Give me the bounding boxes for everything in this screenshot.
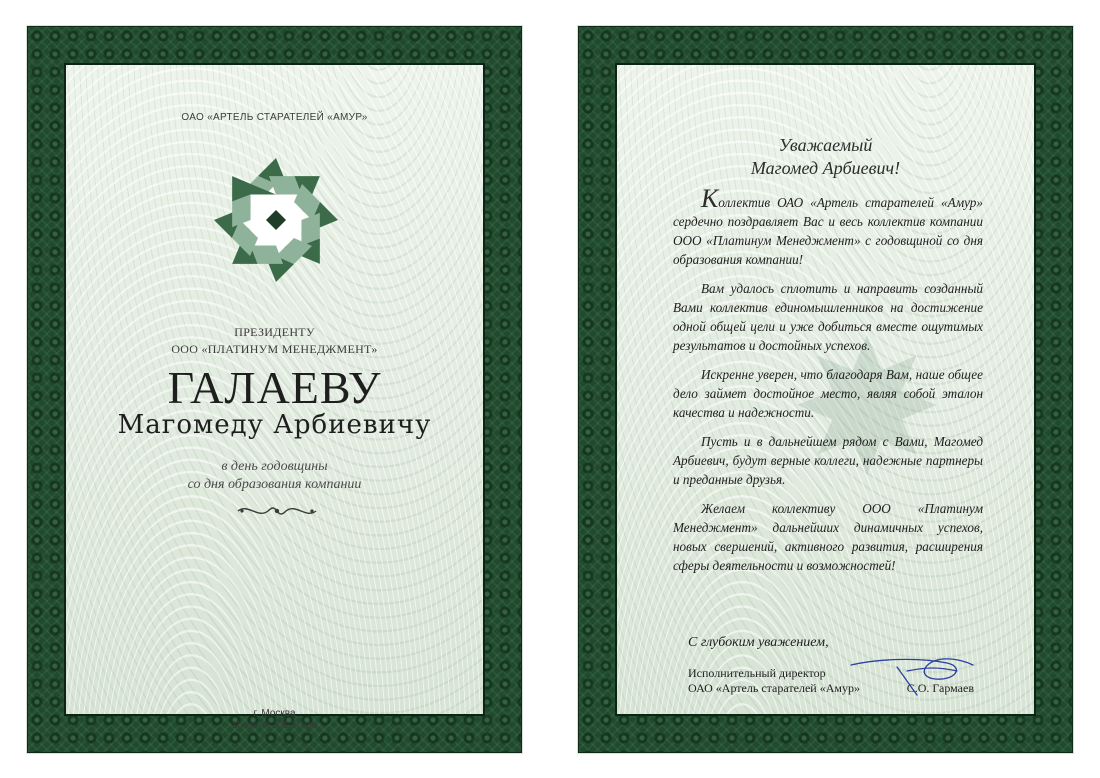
paragraph-5: Желаем коллективу ООО «Платинум Менеджмент» дальнейших динамичных успехов, новых свершений, активного развития, расширения сферы деятельности и возможностей! (673, 501, 983, 573)
issuer-company: ОАО «АРТЕЛЬ СТАРАТЕЛЕЙ «АМУР» (181, 112, 368, 123)
greeting-line-1: Уважаемый (778, 135, 873, 155)
issue-date: 15 июня 2012 года (231, 720, 318, 731)
occasion-line-2: со дня образования компании (187, 477, 362, 492)
letter-inner-panel (615, 63, 1036, 716)
closing-phrase: С глубоким уважением, (688, 635, 829, 650)
signer-title-line-1: Исполнительный директор (688, 666, 826, 680)
paragraph-4: Пусть и в дальнейшем рядом с Вами, Магомед Арбиевич, будут верные коллеги, надежные партнеры и преданные друзья. (673, 434, 983, 487)
dropcap: К (701, 184, 719, 213)
ornament-flourish-icon (236, 501, 318, 521)
paragraph-1 (673, 184, 983, 269)
letter-body (673, 184, 983, 585)
letter-sheet (578, 26, 1073, 753)
signer-title-line-2: ОАО «Артель старателей «Амур» (688, 681, 860, 695)
paragraph-1-text: оллектив ОАО «Артель старателей «Амур» сердечно поздравляет Вас и весь коллектив компании ООО «Платинум Менеджмент» с годовщиной со дня образования компании! (673, 195, 983, 267)
occasion-line-1: в день годовщины (221, 459, 328, 474)
eight-point-star-logo-icon (196, 140, 356, 300)
cover-inner-panel (64, 63, 485, 731)
certificate-cover-sheet (27, 26, 522, 753)
addressee-company: ООО «ПЛАТИНУМ МЕНЕДЖМЕНТ» (171, 342, 378, 356)
paragraph-2: Вам удалось сплотить и направить созданный Вами коллектив единомышленников на достижение одной общей цели и уже добиться вместе ощутимых результатов и достойных успехов. (673, 281, 983, 353)
issue-city: г. Москва (253, 708, 296, 719)
addressee-title: ПРЕЗИДЕНТУ (234, 325, 315, 339)
greeting-line-2: Магомед Арбиевич! (750, 158, 901, 178)
recipient-surname: ГАЛАЕВУ (167, 362, 382, 413)
paragraph-3: Искренне уверен, что благодаря Вам, наше общее дело займет достойное место, являя собой эталон качества и надежности. (673, 367, 983, 420)
signer-name: С.О. Гармаев (906, 681, 974, 695)
recipient-given-names: Магомеду Арбиевичу (117, 410, 432, 440)
